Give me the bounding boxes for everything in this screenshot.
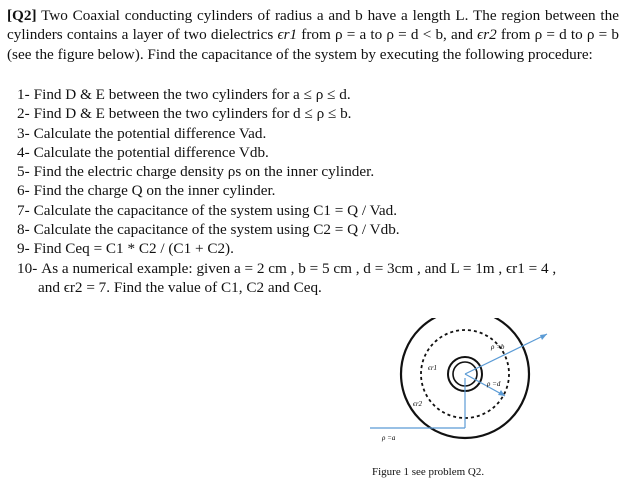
label-eps-r1: ϵr1 bbox=[428, 364, 438, 372]
procedure-list bbox=[17, 85, 621, 297]
figure-caption: Figure 1 see problem Q2. bbox=[372, 466, 485, 478]
eps-r1-symbol: ϵr1 bbox=[277, 26, 298, 44]
intro-text: Two Coaxial conducting cylinders of radius a and b have a length L. The region between the cylinders contains a layer of two dielectrics bbox=[7, 7, 619, 44]
list-item: 2- Find D & E between the two cylinders for d ≤ ρ ≤ b. bbox=[17, 105, 352, 123]
list-item: 3- Calculate the potential difference Vad. bbox=[17, 124, 267, 142]
label-rho-d: ρ =d bbox=[487, 380, 501, 388]
coaxial-figure bbox=[370, 318, 570, 458]
list-item-continuation: and ϵr2 = 7. Find the value of C1, C2 and Ceq. bbox=[38, 278, 322, 296]
radius-b-arrowhead-icon bbox=[540, 334, 547, 340]
label-rho-a: ρ =a bbox=[382, 434, 396, 442]
label-rho-b: ρ =b bbox=[491, 343, 505, 351]
problem-label: [Q2] bbox=[7, 7, 37, 24]
list-item: 5- Find the electric charge density ρs on the inner cylinder. bbox=[17, 163, 375, 181]
eps-r2-symbol: ϵr2 bbox=[477, 26, 497, 44]
list-item: 6- Find the charge Q on the inner cylinder. bbox=[17, 182, 276, 200]
list-item: 1- Find D & E between the two cylinders for a ≤ ρ ≤ d. bbox=[17, 86, 351, 103]
list-item: 9- Find Ceq = C1 * C2 / (C1 + C2). bbox=[17, 240, 234, 258]
list-item: 7- Calculate the capacitance of the system using C1 = Q / Vad. bbox=[17, 201, 398, 219]
range-2-text: from ρ = d to ρ = b (see the figure below). Find the capacitance of the system by executing the following procedure: bbox=[7, 26, 620, 63]
problem-statement bbox=[7, 6, 619, 64]
list-item: 10- As a numerical example: given a = 2 cm , b = 5 cm , d = 3cm , and L = 1m , ϵr1 = 4 , bbox=[17, 259, 557, 277]
list-item: 4- Calculate the potential difference Vdb. bbox=[17, 143, 269, 161]
range-1-text: from ρ = a to ρ = d < b, and bbox=[297, 26, 478, 44]
radius-b-arrow bbox=[465, 334, 547, 374]
label-eps-r2: ϵr2 bbox=[413, 400, 423, 408]
list-item: 8- Calculate the capacitance of the system using C2 = Q / Vdb. bbox=[17, 221, 400, 239]
